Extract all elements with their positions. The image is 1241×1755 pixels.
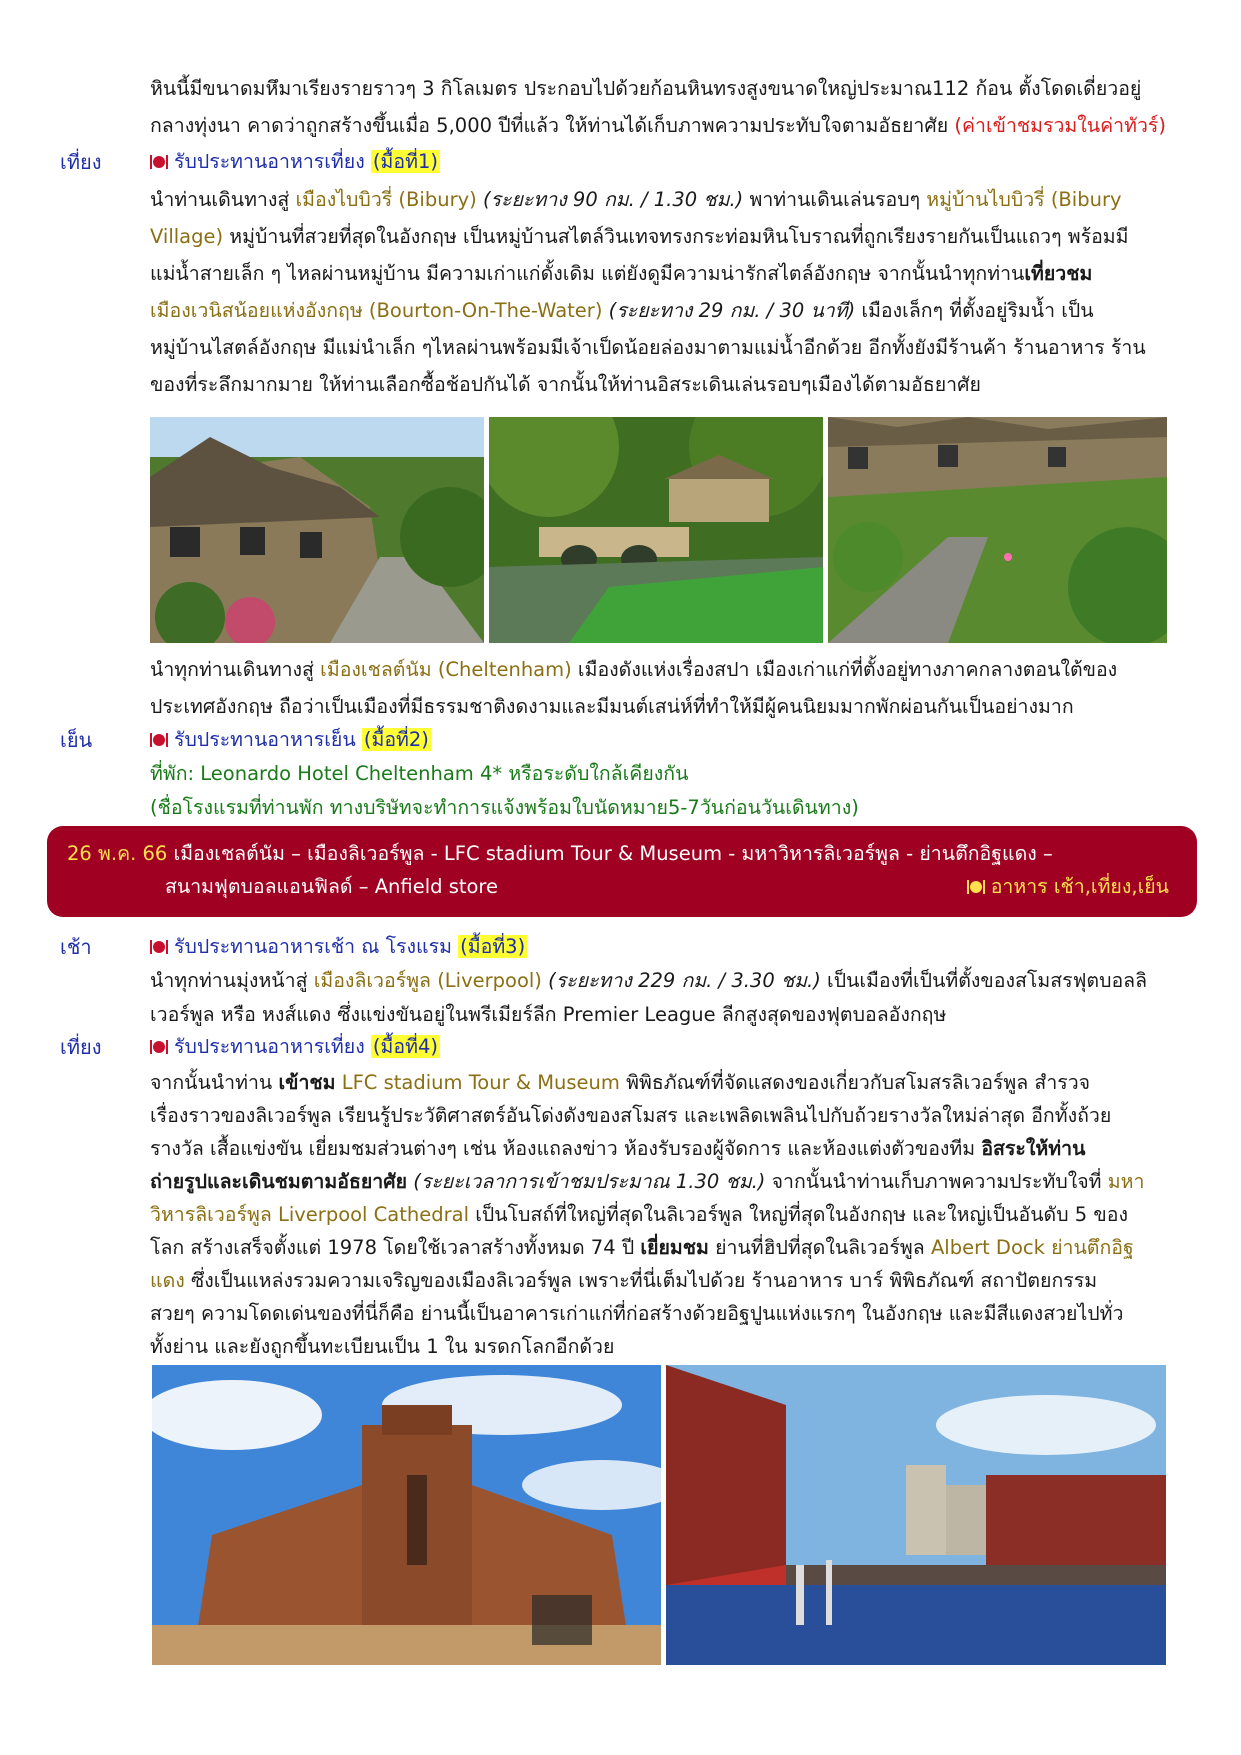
place-albert-dock: Albert Dock ย่านตึกอิฐ — [930, 1236, 1134, 1259]
liverpool-line-2: เวอร์พูล หรือ หงส์แดง ซึ่งแข่งขันอยู่ในพรีเมียร์ลีก Premier League ลีกสูงสุดของฟุตบอลอังกฤษ — [150, 1003, 947, 1026]
place-lfc-stadium: LFC stadium Tour & Museum — [335, 1071, 620, 1094]
plate-cutlery-icon — [967, 880, 985, 894]
bibury-line-6: ของที่ระลึกมากมาย ให้ท่านเลือกซื้อช้อปกันได้ จากนั้นให้ท่านอิสระเดินเล่นรอบๆเมืองได้ตามอัธยาศัย — [150, 373, 981, 396]
place-liverpool: เมืองลิเวอร์พูล (Liverpool) — [313, 969, 542, 992]
bibury-line-2: Village) หมู่บ้านที่สวยที่สุดในอังกฤษ เป็นหมู่บ้านสไตล์วินเทจทรงกระท่อมหินโบราณที่ถูกเรียงรายกันเป็นแถวๆ พร้อมมี — [150, 225, 1129, 248]
lfc-line-9: ทั้งย่าน และยังถูกขึ้นทะเบียนเป็น 1 ใน มรดกโลกอีกด้วย — [150, 1335, 615, 1358]
lfc-line-2: เรื่องราวของลิเวอร์พูล เรียนรู้ประวัติศาสตร์อันโด่งดังของสโมสร และเพลิดเพลินไปกับถ้วยรางวัลใหม่ล่าสุด อีกทั้งถ้วย — [150, 1104, 1112, 1127]
photo-bibury-lane — [828, 417, 1167, 643]
photo-bibury-bridge — [489, 417, 823, 643]
meal-lunch-1: รับประทานอาหารเที่ยง (มื้อที่1) — [150, 144, 1175, 180]
time-label-lunch: เที่ยง — [60, 150, 102, 174]
place-cheltenham: เมืองเชลต์นัม (Cheltenham) — [320, 658, 572, 681]
plate-cutlery-icon — [150, 1040, 168, 1054]
time-label-breakfast: เช้า — [60, 935, 92, 959]
meal-lunch-4: รับประทานอาหารเที่ยง (มื้อที่4) — [150, 1029, 1175, 1065]
lfc-line-1: จากนั้นนำท่าน เข้าชม LFC stadium Tour & Museum พิพิธภัณฑ์ที่จัดแสดงของเกี่ยวกับสโมสรลิเวอร์พูล สำรวจ — [150, 1071, 1091, 1094]
intro-line-1: หินนี้มีขนาดมหึมาเรียงรายราวๆ 3 กิโลเมตร ประกอบไปด้วยก้อนหินทรงสูงขนาดใหญ่ประมาณ112 ก้อน ตั้งโดดเดี่ยวอยู่ — [150, 77, 1142, 100]
lfc-line-3: รางวัล เสื้อแข่งขัน เยี่ยมชมส่วนต่างๆ เช่น ห้องแถลงข่าว ห้องรับรองผู้จัดการ และห้องแต่งตัวของทีม อิสระให้ท่าน — [150, 1137, 1086, 1160]
day-date: 26 พ.ค. 66 — [67, 842, 168, 865]
lfc-line-4: ถ่ายรูปและเดินชมตามอัธยาศัย (ระยะเวลาการเข้าชมประมาณ 1.30 ชม.) จากนั้นนำท่านเก็บภาพความประทับใจที่ มหา — [150, 1170, 1145, 1193]
liverpool-line-1: นำทุกท่านมุ่งหน้าสู่ เมืองลิเวอร์พูล (Liverpool) (ระยะทาง 229 กม. / 3.30 ชม.) เป็นเมืองที่เป็นที่ตั้งของสโมสรฟุตบอลลิ — [150, 969, 1148, 992]
hotel-info: ที่พัก: Leonardo Hotel Cheltenham 4* หรือระดับใกล้เคียงกัน — [150, 762, 689, 785]
day-banner — [47, 826, 1197, 917]
day-banner-line-2: สนามฟุตบอลแอนฟิลด์ – Anfield store — [165, 875, 499, 898]
lfc-line-6: โลก สร้างเสร็จตั้งแต่ 1978 โดยใช้เวลาสร้างทั้งหมด 74 ปี เยี่ยมชม ย่านที่ฮิปที่สุดในลิเวอร์พูล Albert Dock ย่านตึกอิฐ — [150, 1236, 1134, 1259]
place-liverpool-cathedral: วิหารลิเวอร์พูล Liverpool Cathedral — [150, 1203, 469, 1226]
meal-number: (มื้อที่1) — [372, 150, 438, 173]
cheltenham-line-1: นำทุกท่านเดินทางสู่ เมืองเชลต์นัม (Cheltenham) เมืองดังแห่งเรื่องสปา เมืองเก่าแก่ที่ตั้งอยู่ทางภาคกลางตอนใต้ของ — [150, 658, 1118, 681]
lfc-line-5: วิหารลิเวอร์พูล Liverpool Cathedral เป็นโบสถ์ที่ใหญ่ที่สุดในลิเวอร์พูล ใหญ่ที่สุดในอังกฤษ และใหญ่เป็นอันดับ 5 ของ — [150, 1203, 1128, 1226]
meal-number: (มื้อที่4) — [372, 1035, 438, 1058]
meal-number: (มื้อที่2) — [363, 728, 429, 751]
day-banner-line-1: 26 พ.ค. 66 เมืองเชลต์นัม – เมืองลิเวอร์พูล - LFC stadium Tour & Museum - มหาวิหารลิเวอร์พูล - ย่านตึกอิฐแดง – — [67, 842, 1053, 865]
hotel-note: (ชื่อโรงแรมที่ท่านพัก ทางบริษัทจะทำการแจ้งพร้อมใบนัดหมาย5-7วันก่อนวันเดินทาง) — [150, 796, 859, 819]
time-label-lunch-2: เที่ยง — [60, 1035, 102, 1059]
cheltenham-line-2: ประเทศอังกฤษ ถือว่าเป็นเมืองที่มีธรรมชาติงดงามและมีมนต์เสน่ห์ที่ทำให้มีผู้คนนิยมมากพักผ่อนกันเป็นอย่างมาก — [150, 695, 1074, 718]
place-bourton: เมืองเวนิสน้อยแห่งอังกฤษ (Bourton-On-The-Water) — [150, 299, 603, 322]
meal-number: (มื้อที่3) — [460, 935, 526, 958]
plate-cutlery-icon — [150, 155, 168, 169]
intro-line-2: กลางทุ่งนา คาดว่าถูกสร้างขึ้นเมื่อ 5,000 ปีที่แล้ว ให้ท่านได้เก็บภาพความประทับใจตามอัธยาศัย (ค่าเข้าชมรวมในค่าทัวร์) — [150, 114, 1167, 137]
bibury-line-1: นำท่านเดินทางสู่ เมืองไบบิวรี่ (Bibury) (ระยะทาง 90 กม. / 1.30 ชม.) พาท่านเดินเล่นรอบๆ หมู่บ้านไบบิวรี่ (Bibury — [150, 188, 1122, 211]
plate-cutlery-icon — [150, 733, 168, 747]
place-bibury: เมืองไบบิวรี่ (Bibury) — [295, 188, 477, 211]
lfc-line-8: สวยๆ ความโดดเด่นของที่นี่ก็คือ ย่านนี้เป็นอาคารเก่าแก่ที่ก่อสร้างด้วยอิฐปูนแห่งแรกๆ ในอังกฤษ และมีสีแดงสวยไปทั่ว — [150, 1302, 1124, 1325]
day-meals: อาหาร เช้า,เที่ยง,เย็น — [967, 871, 1169, 902]
place-bibury-village: หมู่บ้านไบบิวรี่ (Bibury — [926, 188, 1122, 211]
bibury-line-5: หมู่บ้านไสตล์อังกฤษ มีแม่นำเล็ก ๆไหลผ่านพร้อมมีเจ้าเป็ดน้อยล่องมาตามแม่น้ำอีกด้วย อีกทั้งยังมีร้านค้า ร้านอาหาร ร้าน — [150, 336, 1146, 359]
fee-note: (ค่าเข้าชมรวมในค่าทัวร์) — [954, 114, 1167, 137]
time-label-dinner: เย็น — [60, 728, 93, 752]
lfc-line-7: แดง ซึ่งเป็นแหล่งรวมความเจริญของเมืองลิเวอร์พูล เพราะที่นี่เต็มไปด้วย ร้านอาหาร บาร์ พิพิธภัณฑ์ สถาปัตยกรรม — [150, 1269, 1098, 1292]
photo-liverpool-cathedral — [152, 1365, 661, 1665]
meal-breakfast-3: รับประทานอาหารเช้า ณ โรงแรม (มื้อที่3) — [150, 929, 1175, 965]
photo-bibury-cottages — [150, 417, 484, 643]
bibury-line-3: แม่น้ำสายเล็ก ๆ ไหลผ่านหมู่บ้าน มีความเก่าแก่ดั้งเดิม แต่ยังดูมีความน่ารักสไตล์อังกฤษ จากนั้นนำทุกท่านเที่ยวชม — [150, 262, 1093, 285]
photo-albert-dock — [666, 1365, 1166, 1665]
bibury-line-4: เมืองเวนิสน้อยแห่งอังกฤษ (Bourton-On-The-Water) (ระยะทาง 29 กม. / 30 นาที) เมืองเล็กๆ ที่ตั้งอยู่ริมน้ำ เป็น — [150, 299, 1094, 322]
plate-cutlery-icon — [150, 940, 168, 954]
meal-dinner-2: รับประทานอาหารเย็น (มื้อที่2) — [150, 722, 1175, 758]
